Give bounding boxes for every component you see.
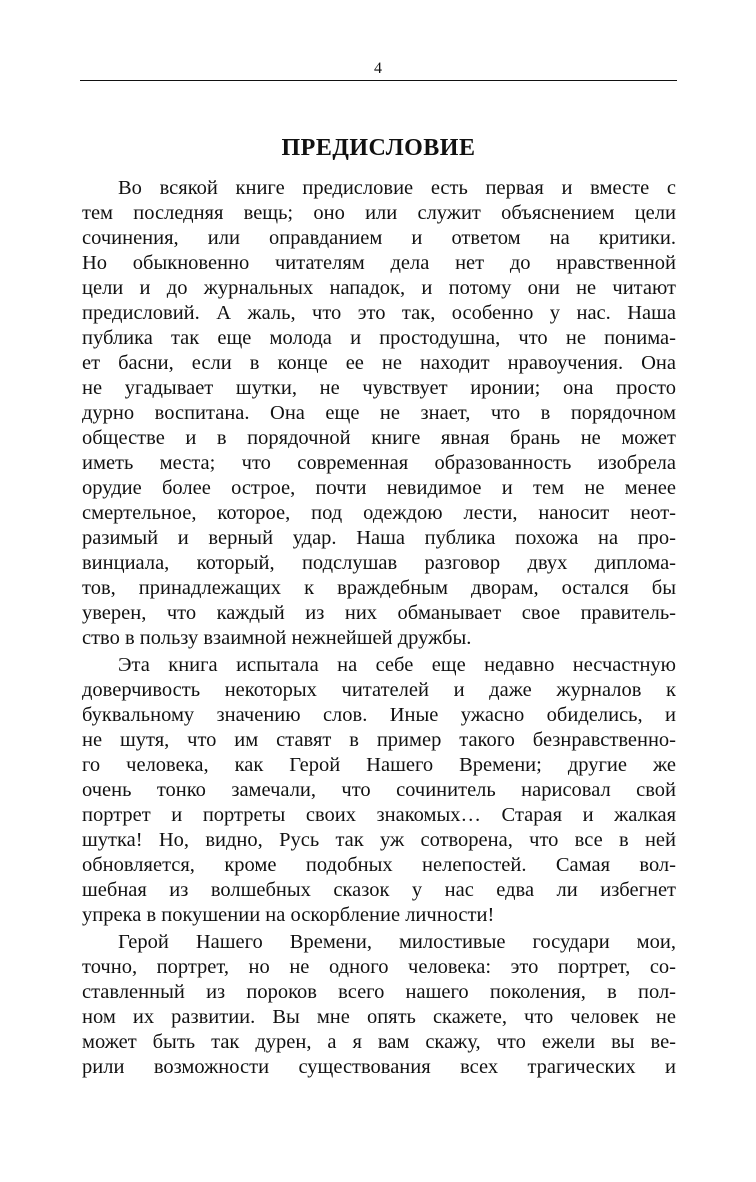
text-line: рили возможности существования всех трагических и bbox=[82, 1056, 676, 1078]
text-line: обществе и в порядочной книге явная брань не может bbox=[82, 427, 676, 449]
text-line: тов, принадлежащих к враждебным дворам, остался бы bbox=[82, 577, 676, 599]
text-line: орудие более острое, почти невидимое и тем не менее bbox=[82, 477, 676, 499]
text-line: шебная из волшебных сказок у нас едва ли избегнет bbox=[82, 879, 676, 901]
chapter-title: ПРЕДИСЛОВИЕ bbox=[281, 135, 476, 161]
text-line: дурно воспитана. Она еще не знает, что в порядочном bbox=[82, 402, 676, 424]
text-line: го человека, как Герой Нашего Времени; другие же bbox=[82, 754, 676, 776]
text-line: публика так еще молода и простодушна, что не понима- bbox=[82, 327, 676, 349]
text-line: упрека в покушении на оскорбление личности! bbox=[82, 904, 495, 926]
text-line: обновляется, кроме подобных нелепостей. Самая вол- bbox=[82, 854, 676, 876]
text-line: винциала, который, подслушав разговор двух диплома- bbox=[82, 552, 676, 574]
text-line: буквальному значению слов. Иные ужасно обиделись, и bbox=[82, 704, 676, 726]
text-line: не шутя, что им ставят в пример такого безнравственно- bbox=[82, 729, 676, 751]
text-line: тем последняя вещь; оно или служит объяснением цели bbox=[82, 202, 676, 224]
text-line: ном их развитии. Вы мне опять скажете, что человек не bbox=[82, 1006, 676, 1028]
text-line: шутка! Но, видно, Русь так уж сотворена, что все в ней bbox=[82, 829, 676, 851]
text-line: точно, портрет, но не одного человека: это портрет, со- bbox=[82, 956, 676, 978]
text-line: портрет и портреты своих знакомых… Старая и жалкая bbox=[82, 804, 676, 826]
text-line: уверен, что каждый из них обманывает свое правитель- bbox=[82, 602, 676, 624]
text-line: Но обыкновенно читателям дела нет до нравственной bbox=[82, 252, 676, 274]
page-number: 4 bbox=[374, 60, 382, 77]
text-line: ет басни, если в конце ее не находит нравоучения. Она bbox=[82, 352, 676, 374]
text-line: доверчивость некоторых читателей и даже журналов к bbox=[82, 679, 676, 701]
text-line: Герой Нашего Времени, милостивые государи мои, bbox=[118, 931, 676, 953]
header-rule bbox=[80, 80, 677, 81]
text-line: может быть так дурен, а я вам скажу, что ежели вы ве- bbox=[82, 1031, 676, 1053]
text-line: смертельное, которое, под одеждою лести, наносит неот- bbox=[82, 502, 676, 524]
text-line: не угадывает шутки, не чувствует иронии; она просто bbox=[82, 377, 676, 399]
text-line: Эта книга испытала на себе еще недавно несчастную bbox=[118, 654, 676, 676]
text-line: цели и до журнальных нападок, и потому они не читают bbox=[82, 277, 676, 299]
text-line: очень тонко замечали, что сочинитель нарисовал свой bbox=[82, 779, 676, 801]
text-line: сочинения, или оправданием и ответом на критики. bbox=[82, 227, 676, 249]
text-line: предисловий. А жаль, что это так, особенно у нас. Наша bbox=[82, 302, 676, 324]
text-line: ставленный из пороков всего нашего поколения, в пол- bbox=[82, 981, 676, 1003]
text-line: ство в пользу взаимной нежнейшей дружбы. bbox=[82, 627, 472, 649]
text-line: иметь места; что современная образованность изобрела bbox=[82, 452, 676, 474]
text-line: разимый и верный удар. Наша публика похожа на про- bbox=[82, 527, 676, 549]
text-line: Во всякой книге предисловие есть первая и вместе с bbox=[118, 177, 676, 199]
